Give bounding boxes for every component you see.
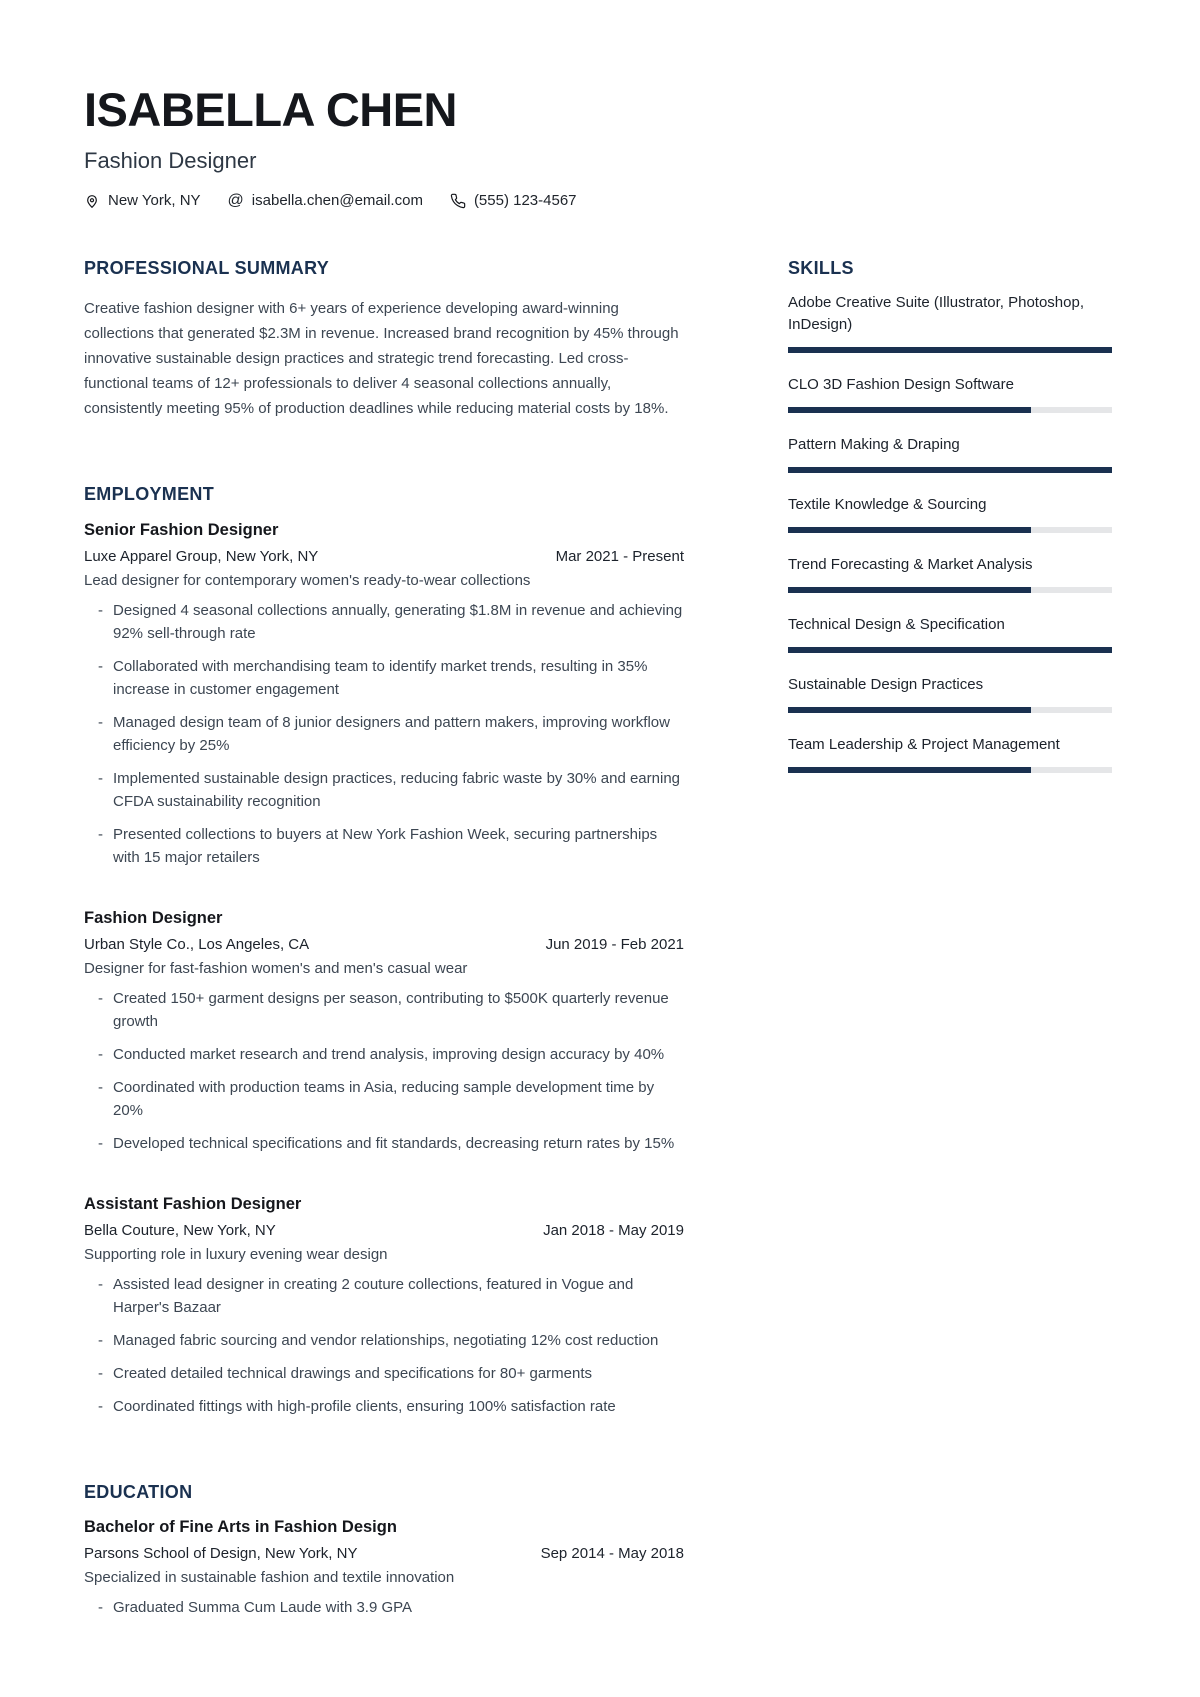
education-dates: Sep 2014 - May 2018 xyxy=(540,1545,684,1562)
skills-heading: SKILLS xyxy=(788,258,854,278)
skill-bar-track xyxy=(788,707,1112,713)
skill-item xyxy=(788,374,1112,413)
job-dates: Jan 2018 - May 2019 xyxy=(543,1222,684,1239)
job-description: Supporting role in luxury evening wear design xyxy=(84,1246,388,1263)
skill-bar-fill xyxy=(788,527,1031,533)
job-title: Senior Fashion Designer xyxy=(84,521,279,539)
summary-section xyxy=(84,258,684,421)
contact-phone-text: (555) 123-4567 xyxy=(473,192,577,209)
job-entry xyxy=(84,1195,684,1418)
skill-item xyxy=(788,494,1112,533)
candidate-title: Fashion Designer xyxy=(84,148,257,173)
job-title: Fashion Designer xyxy=(84,909,223,927)
skill-name: Team Leadership & Project Management xyxy=(788,736,1060,753)
job-bullet: - Implemented sustainable design practices, reducing fabric waste by 30% and earning CFDA sustainability recognition xyxy=(84,767,684,813)
education-bullet-list xyxy=(84,1596,684,1619)
education-bullet: - Graduated Summa Cum Laude with 3.9 GPA xyxy=(84,1596,684,1619)
job-entry xyxy=(84,909,684,1155)
job-dates: Mar 2021 - Present xyxy=(555,548,684,565)
resume-header xyxy=(84,83,1112,209)
job-company: Bella Couture, New York, NY xyxy=(84,1222,276,1239)
job-bullet: - Created detailed technical drawings and specifications for 80+ garments xyxy=(84,1362,684,1385)
skill-item xyxy=(788,292,1112,353)
main-column xyxy=(84,258,684,1619)
job-bullet: - Conducted market research and trend analysis, improving design accuracy by 40% xyxy=(84,1043,684,1066)
sidebar-column xyxy=(788,258,1112,1619)
skills-section xyxy=(788,258,1112,773)
skill-bar-fill xyxy=(788,347,1112,353)
skill-name: Trend Forecasting & Market Analysis xyxy=(788,556,1033,573)
job-title: Assistant Fashion Designer xyxy=(84,1195,302,1213)
job-bullet-list xyxy=(84,1273,684,1418)
skill-name: CLO 3D Fashion Design Software xyxy=(788,376,1014,393)
education-school: Parsons School of Design, New York, NY xyxy=(84,1545,358,1562)
job-company-row xyxy=(84,936,684,953)
skill-bar-fill xyxy=(788,767,1031,773)
employment-heading: EMPLOYMENT xyxy=(84,484,215,504)
education-school-row xyxy=(84,1545,684,1562)
job-bullet: - Coordinated fittings with high-profile clients, ensuring 100% satisfaction rate xyxy=(84,1395,684,1418)
skill-bar-fill xyxy=(788,467,1112,473)
job-description: Designer for fast-fashion women's and men's casual wear xyxy=(84,960,468,977)
contact-row xyxy=(84,192,1112,209)
contact-location-text: New York, NY xyxy=(108,192,201,209)
skill-bar-fill xyxy=(788,407,1031,413)
summary-heading: PROFESSIONAL SUMMARY xyxy=(84,258,330,278)
job-bullet: - Coordinated with production teams in Asia, reducing sample development time by 20% xyxy=(84,1076,684,1122)
content-columns xyxy=(84,258,1112,1619)
job-bullet: - Assisted lead designer in creating 2 couture collections, featured in Vogue and Harper's Bazaar xyxy=(84,1273,684,1319)
skill-name: Sustainable Design Practices xyxy=(788,676,984,693)
skill-bar-track xyxy=(788,527,1112,533)
skill-item xyxy=(788,734,1112,773)
skill-item xyxy=(788,614,1112,653)
job-bullet: - Managed design team of 8 junior designers and pattern makers, improving workflow efficiency by 25% xyxy=(84,711,684,757)
contact-location xyxy=(84,192,201,209)
education-section xyxy=(84,1482,684,1619)
candidate-name: ISABELLA CHEN xyxy=(84,83,457,136)
phone-icon xyxy=(450,193,466,209)
skill-bar-track xyxy=(788,767,1112,773)
job-dates: Jun 2019 - Feb 2021 xyxy=(545,936,684,953)
job-company: Urban Style Co., Los Angeles, CA xyxy=(84,936,310,953)
skill-bar-fill xyxy=(788,647,1112,653)
skill-bar-track xyxy=(788,587,1112,593)
skill-bar-track xyxy=(788,647,1112,653)
job-description: Lead designer for contemporary women's ready-to-wear collections xyxy=(84,572,531,589)
skill-bar-track xyxy=(788,467,1112,473)
skill-item xyxy=(788,434,1112,473)
education-description: Specialized in sustainable fashion and textile innovation xyxy=(84,1569,455,1586)
employment-section xyxy=(84,484,684,1418)
skill-item xyxy=(788,674,1112,713)
education-degree: Bachelor of Fine Arts in Fashion Design xyxy=(84,1518,397,1536)
skill-name: Technical Design & Specification xyxy=(788,616,1005,633)
job-bullet: - Created 150+ garment designs per season, contributing to $500K quarterly revenue growth xyxy=(84,987,684,1033)
job-bullet: - Developed technical specifications and fit standards, decreasing return rates by 15% xyxy=(84,1132,684,1155)
skill-name: Textile Knowledge & Sourcing xyxy=(788,496,987,513)
at-sign-icon: @ xyxy=(227,191,244,209)
education-heading: EDUCATION xyxy=(84,1482,193,1502)
contact-email xyxy=(228,192,423,209)
job-bullet: - Designed 4 seasonal collections annually, generating $1.8M in revenue and achieving 92% sell-through rate xyxy=(84,599,684,645)
contact-email-text: isabella.chen@email.com xyxy=(251,192,423,209)
skill-bar-track xyxy=(788,407,1112,413)
contact-phone xyxy=(450,192,577,209)
skill-bar-fill xyxy=(788,587,1031,593)
job-company-row xyxy=(84,548,684,565)
skill-name: Adobe Creative Suite (Illustrator, Photoshop, InDesign) xyxy=(788,294,1085,333)
job-bullet-list xyxy=(84,599,684,869)
job-bullet: - Managed fabric sourcing and vendor relationships, negotiating 12% cost reduction xyxy=(84,1329,684,1352)
job-company-row xyxy=(84,1222,684,1239)
skill-name: Pattern Making & Draping xyxy=(788,436,960,453)
job-entry xyxy=(84,521,684,869)
location-pin-icon xyxy=(84,193,100,209)
skill-item xyxy=(788,554,1112,593)
skill-bar-fill xyxy=(788,707,1031,713)
job-bullet-list xyxy=(84,987,684,1155)
summary-text: Creative fashion designer with 6+ years of experience developing award-winning collections that generated $2.3M in revenue. Increased brand recognition by 45% through innovative sustainable design practices and strategic trend forecasting. Led cross-functional teams of 12+ professionals to deliver 4 seasonal collections annually, consistently meeting 95% of production deadlines while reducing material costs by 18%. xyxy=(84,300,679,417)
job-bullet: - Presented collections to buyers at New York Fashion Week, securing partnerships with 15 major retailers xyxy=(84,823,684,869)
job-company: Luxe Apparel Group, New York, NY xyxy=(84,548,319,565)
skill-bar-track xyxy=(788,347,1112,353)
education-entry xyxy=(84,1518,684,1619)
job-bullet: - Collaborated with merchandising team to identify market trends, resulting in 35% increase in customer engagement xyxy=(84,655,684,701)
